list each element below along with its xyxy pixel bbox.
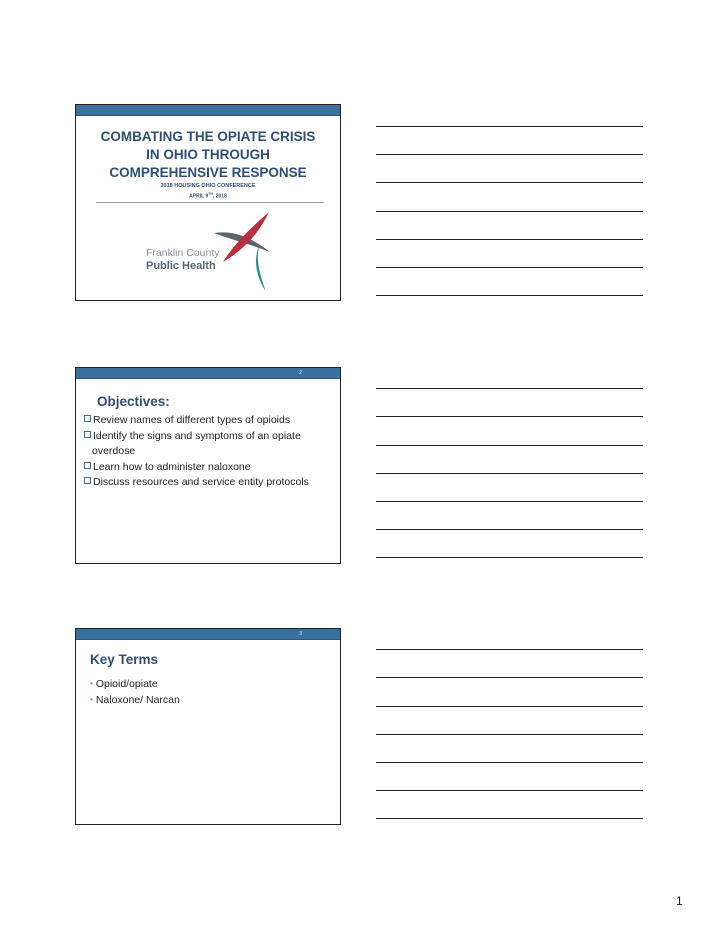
note-line <box>376 295 643 296</box>
list-item: • Naloxone/ Narcan <box>90 694 180 706</box>
title-line-3: COMPREHENSIVE RESPONSE <box>109 165 307 180</box>
slide-header-bar <box>76 629 340 640</box>
note-line <box>376 182 643 183</box>
logo-text-franklin-county: Franklin County <box>146 247 220 259</box>
title-divider <box>96 202 324 203</box>
slide-1 <box>75 104 341 301</box>
note-line <box>376 473 643 474</box>
slide-title <box>76 128 340 182</box>
bullet-dot-icon: • <box>90 679 93 688</box>
list-item: Discuss resources and service entity protocols <box>84 475 334 491</box>
note-line <box>376 529 643 530</box>
note-line <box>376 388 643 389</box>
checkbox-bullet-icon <box>84 477 91 484</box>
note-line <box>376 818 643 819</box>
list-item: Learn how to administer naloxone <box>84 460 334 476</box>
note-line <box>376 790 643 791</box>
note-line <box>376 267 643 268</box>
note-line <box>376 445 643 446</box>
checkbox-bullet-icon <box>84 462 91 469</box>
slide-heading: Key Terms <box>90 652 159 667</box>
key-terms-list <box>90 676 180 708</box>
note-line <box>376 557 643 558</box>
slide-number: 3 <box>299 631 302 637</box>
slide-2 <box>75 367 341 564</box>
note-line <box>376 126 643 127</box>
checkbox-bullet-icon <box>84 415 91 422</box>
list-item: Identify the signs and symptoms of an opiate overdose <box>84 429 334 460</box>
slide-header-bar <box>76 105 340 116</box>
title-line-2: IN OHIO THROUGH <box>146 147 270 162</box>
bullet-dot-icon: • <box>90 695 93 704</box>
note-line <box>376 649 643 650</box>
note-line <box>376 211 643 212</box>
slide-heading: Objectives: <box>97 394 170 409</box>
slide-number: 2 <box>299 370 302 376</box>
logo-text-public-health: Public Health <box>146 260 216 272</box>
slide-header-bar <box>76 368 340 379</box>
title-line-1: COMBATING THE OPIATE CRISIS <box>100 129 316 144</box>
slide-3 <box>75 628 341 825</box>
conference-name: 2018 HOUSING OHIO CONFERENCE <box>160 183 256 189</box>
note-line <box>376 154 643 155</box>
objectives-list <box>84 413 334 491</box>
note-line <box>376 501 643 502</box>
checkbox-bullet-icon <box>84 431 91 438</box>
conference-date: APRIL 9TH, 2018 <box>189 192 227 200</box>
note-line <box>376 762 643 763</box>
note-line <box>376 239 643 240</box>
note-line <box>376 706 643 707</box>
note-line <box>376 734 643 735</box>
list-item: • Opioid/opiate <box>90 678 158 690</box>
note-line <box>376 677 643 678</box>
note-line <box>376 416 643 417</box>
page-number: 1 <box>676 894 683 908</box>
list-item: Review names of different types of opioids <box>84 413 334 429</box>
